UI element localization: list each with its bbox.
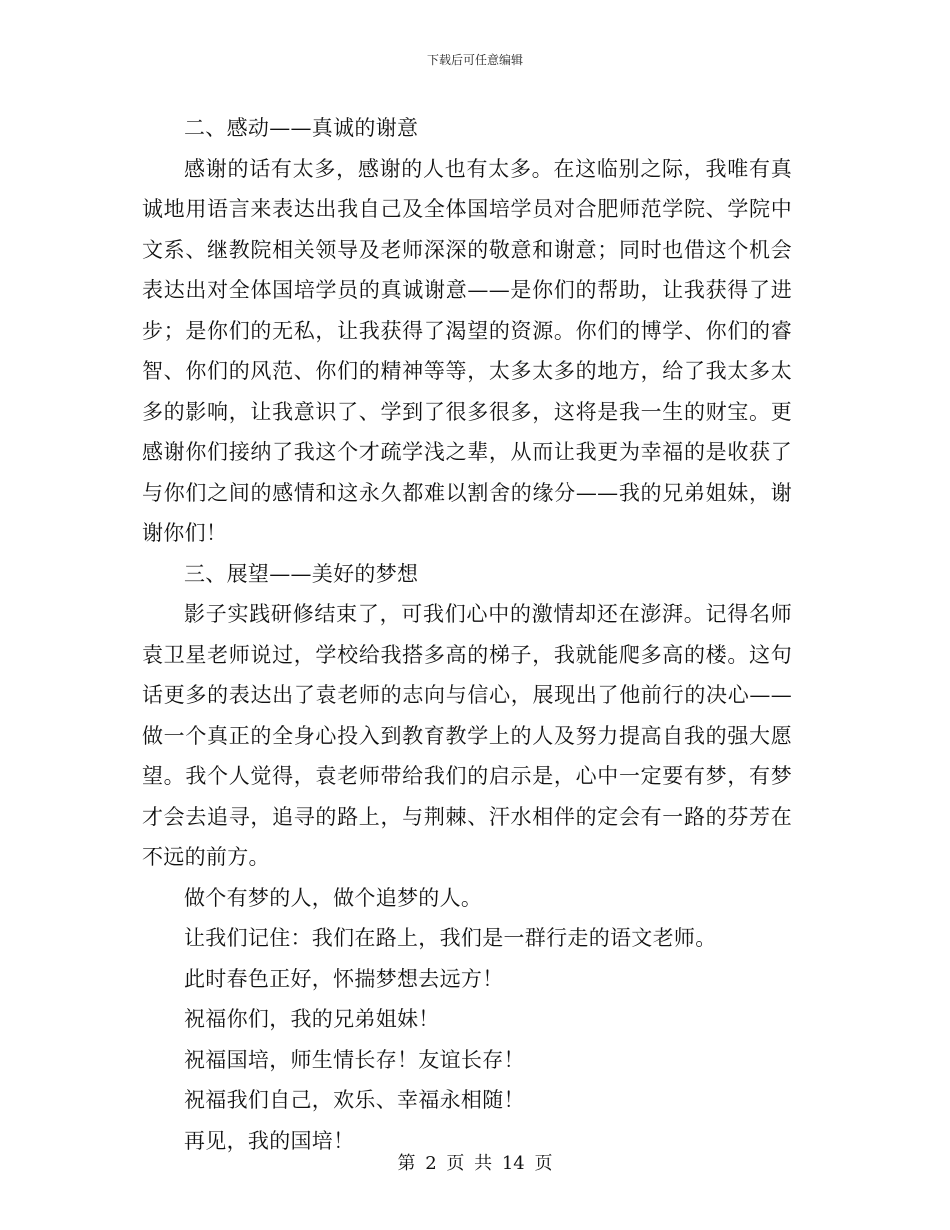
section-heading-gratitude: 二、感动——真诚的谢意 <box>184 116 419 140</box>
line-bless-ourselves: 祝福我们自己，欢乐、幸福永相随！ <box>184 1088 525 1112</box>
line-dream: 做个有梦的人，做个追梦的人。 <box>184 885 483 910</box>
line-bless-siblings: 祝福你们，我的兄弟姐妹！ <box>184 1007 440 1031</box>
document-body <box>142 108 792 1161</box>
line-remember: 让我们记住：我们在路上，我们是一群行走的语文老师。 <box>184 926 717 950</box>
paragraph-outlook: 影子实践研修结束了，可我们心中的激情却还在澎湃。记得名师袁卫星老师说过，学校给我搭多高的梯子，我就能爬多高的楼。这句话更多的表达出了袁老师的志向与信心，展现出了他前行的决心——做一个真正的全身心投入到教育教学上的人及努力提高自我的强大愿望。我个人觉得，袁老师带给我们的启示是，心中一定要有梦，有梦才会去追寻，追寻的路上，与荆棘、汗水相伴的定会有一路的芬芳在不远的前方。 <box>142 602 792 869</box>
page-number: 第 2 页 共 14 页 <box>397 1153 553 1174</box>
section-heading-outlook: 三、展望——美好的梦想 <box>184 561 419 586</box>
line-farewell: 再见，我的国培！ <box>184 1128 355 1153</box>
paragraph-gratitude: 感谢的话有太多，感谢的人也有太多。在这临别之际，我唯有真诚地用语言来表达出我自己及全体国培学员对合肥师范学院、学院中文系、继教院相关领导及老师深深的敬意和谢意；同时也借这个机会表达出对全体国培学员的真诚谢意——是你们的帮助，让我获得了进步；是你们的无私，让我获得了渴望的资源。你们的博学、你们的睿智、你们的风范、你们的精神等等，太多太多的地方，给了我太多太多的影响，让我意识了、学到了很多很多，这将是我一生的财宝。更感谢你们接纳了我这个才疏学浅之辈，从而让我更为幸福的是收获了与你们之间的感情和这永久都难以割舍的缘分——我的兄弟姐妹，谢谢你们！ <box>142 156 792 545</box>
page-header-note: 下载后可任意编辑 <box>426 53 523 67</box>
line-bless-guopei: 祝福国培，师生情长存！友谊长存！ <box>184 1047 525 1072</box>
line-spring: 此时春色正好，怀揣梦想去远方！ <box>184 966 504 991</box>
